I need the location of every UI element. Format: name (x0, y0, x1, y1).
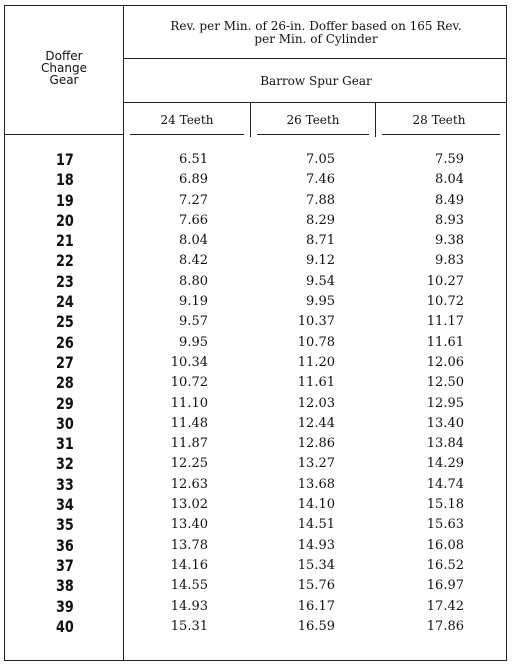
rpm-value-cell: 9.57 (179, 314, 208, 330)
rpm-value-cell: 13.40 (426, 415, 464, 431)
gear-number-cell: 22 (56, 251, 74, 271)
title-rule (123, 58, 506, 59)
table-title: Rev. per Min. of 26-in. Doffer based on 165 Rev. per Min. of Cylinder (170, 19, 462, 46)
gear-number-cell: 26 (56, 332, 74, 352)
gear-number-cell: 38 (56, 576, 74, 596)
gear-number-cell: 21 (56, 231, 74, 251)
gear-column-header: Doffer Change Gear (41, 49, 87, 87)
rpm-value-cell: 8.71 (306, 233, 335, 249)
rpm-value-cell: 14.16 (170, 557, 208, 573)
gear-number-cell: 19 (56, 190, 74, 210)
gear-number-cell: 30 (56, 413, 74, 433)
rpm-value-cell: 9.12 (306, 253, 335, 269)
gear-number-cell: 24 (56, 292, 74, 312)
rpm-value-cell: 16.52 (426, 557, 464, 573)
rpm-value-cell: 8.93 (435, 212, 464, 228)
rpm-value-cell: 14.29 (426, 456, 464, 472)
rpm-value-cell: 11.61 (426, 334, 464, 350)
rpm-value-cell: 8.29 (306, 212, 335, 228)
rpm-value-cell: 11.17 (426, 314, 464, 330)
rpm-value-cell: 14.51 (297, 517, 335, 533)
rpm-value-cell: 7.27 (179, 192, 208, 208)
rpm-value-cell: 14.55 (170, 578, 208, 594)
gear-number-cell: 32 (56, 454, 74, 474)
values-24-teeth (145, 150, 208, 637)
rpm-value-cell: 11.87 (170, 436, 208, 452)
gear-number-cell: 34 (56, 495, 74, 515)
rpm-value-cell: 9.83 (435, 253, 464, 269)
rpm-value-cell: 8.80 (179, 273, 208, 289)
rpm-value-cell: 8.42 (179, 253, 208, 269)
rpm-value-cell: 6.51 (179, 152, 208, 167)
gear-number-cell: 25 (56, 312, 74, 332)
values-26-teeth (273, 150, 335, 637)
column-header-28-teeth: 28 Teeth (412, 113, 466, 127)
rpm-value-cell: 16.17 (297, 598, 335, 614)
rpm-value-cell: 7.05 (306, 152, 335, 167)
rpm-value-cell: 9.19 (179, 294, 208, 310)
rpm-value-cell: 15.76 (297, 578, 335, 594)
rpm-value-cell: 12.25 (170, 456, 208, 472)
rpm-value-cell: 9.54 (306, 273, 335, 289)
rpm-value-cell: 12.63 (170, 476, 208, 492)
gear-column-divider (123, 6, 124, 661)
gear-number-cell: 35 (56, 515, 74, 535)
rpm-value-cell: 10.72 (426, 294, 464, 310)
header-rule-gear (5, 134, 123, 135)
doffer-speed-table (4, 5, 507, 661)
rpm-value-cell: 9.95 (179, 334, 208, 350)
rpm-value-cell: 7.66 (179, 212, 208, 228)
values-28-teeth (401, 150, 464, 637)
rpm-value-cell: 12.44 (297, 415, 335, 431)
rpm-value-cell: 15.34 (297, 557, 335, 573)
rpm-value-cell: 7.46 (306, 172, 335, 188)
gear-number-cell: 33 (56, 474, 74, 494)
rpm-value-cell: 14.74 (426, 476, 464, 492)
rpm-value-cell: 16.08 (426, 537, 464, 553)
rpm-value-cell: 12.86 (297, 436, 335, 452)
gear-number-cell: 28 (56, 373, 74, 393)
column-header-24-teeth: 24 Teeth (160, 113, 214, 127)
gear-number-cell: 23 (56, 271, 74, 291)
rpm-value-cell: 15.18 (426, 497, 464, 513)
rpm-value-cell: 17.42 (426, 598, 464, 614)
rpm-value-cell: 14.10 (297, 497, 335, 513)
rpm-value-cell: 13.27 (297, 456, 335, 472)
rpm-value-cell: 13.68 (297, 476, 335, 492)
rpm-value-cell: 7.88 (306, 192, 335, 208)
gear-number-cell: 20 (56, 210, 74, 230)
rpm-value-cell: 11.48 (170, 415, 208, 431)
gear-number-cell: 27 (56, 352, 74, 372)
rpm-value-cell: 6.89 (179, 172, 208, 188)
rpm-value-cell: 13.40 (170, 517, 208, 533)
header-rule-24 (130, 134, 244, 135)
rpm-value-cell: 12.03 (297, 395, 335, 411)
rpm-value-cell: 8.04 (435, 172, 464, 188)
rpm-value-cell: 17.86 (426, 618, 464, 634)
rpm-value-cell: 10.72 (170, 375, 208, 391)
rpm-value-cell: 13.84 (426, 436, 464, 452)
rpm-value-cell: 10.78 (297, 334, 335, 350)
rpm-value-cell: 10.27 (426, 273, 464, 289)
rpm-value-cell: 15.63 (426, 517, 464, 533)
gear-number-cell: 17 (56, 150, 74, 169)
rpm-value-cell: 11.61 (297, 375, 335, 391)
rpm-value-cell: 16.97 (426, 578, 464, 594)
header-rule-26 (257, 134, 369, 135)
rpm-value-cell: 12.06 (426, 354, 464, 370)
rpm-value-cell: 14.93 (297, 537, 335, 553)
rpm-value-cell: 11.10 (170, 395, 208, 411)
gear-number-cell: 29 (56, 393, 74, 413)
rpm-value-cell: 8.04 (179, 233, 208, 249)
header-rule-28 (382, 134, 500, 135)
rpm-value-cell: 9.95 (306, 294, 335, 310)
rpm-value-cell: 13.02 (170, 497, 208, 513)
rpm-value-cell: 13.78 (170, 537, 208, 553)
barrow-spur-gear-header: Barrow Spur Gear (260, 74, 372, 88)
rpm-value-cell: 15.31 (170, 618, 208, 634)
gear-number-column (5, 150, 123, 637)
column-header-26-teeth: 26 Teeth (286, 113, 340, 127)
rpm-value-cell: 12.50 (426, 375, 464, 391)
gear-number-cell: 40 (56, 616, 74, 636)
subheader-rule (123, 102, 506, 103)
rpm-value-cell: 16.59 (297, 618, 335, 634)
rpm-value-cell: 12.95 (426, 395, 464, 411)
rpm-value-cell: 9.38 (435, 233, 464, 249)
rpm-value-cell: 14.93 (170, 598, 208, 614)
gear-number-cell: 37 (56, 555, 74, 575)
rpm-value-cell: 10.37 (297, 314, 335, 330)
rpm-value-cell: 11.20 (297, 354, 335, 370)
gear-number-cell: 31 (56, 434, 74, 454)
gear-number-cell: 18 (56, 170, 74, 190)
rpm-value-cell: 8.49 (435, 192, 464, 208)
rpm-value-cell: 10.34 (170, 354, 208, 370)
rpm-value-cell: 7.59 (435, 152, 464, 167)
gear-number-cell: 36 (56, 535, 74, 555)
gear-number-cell: 39 (56, 596, 74, 616)
